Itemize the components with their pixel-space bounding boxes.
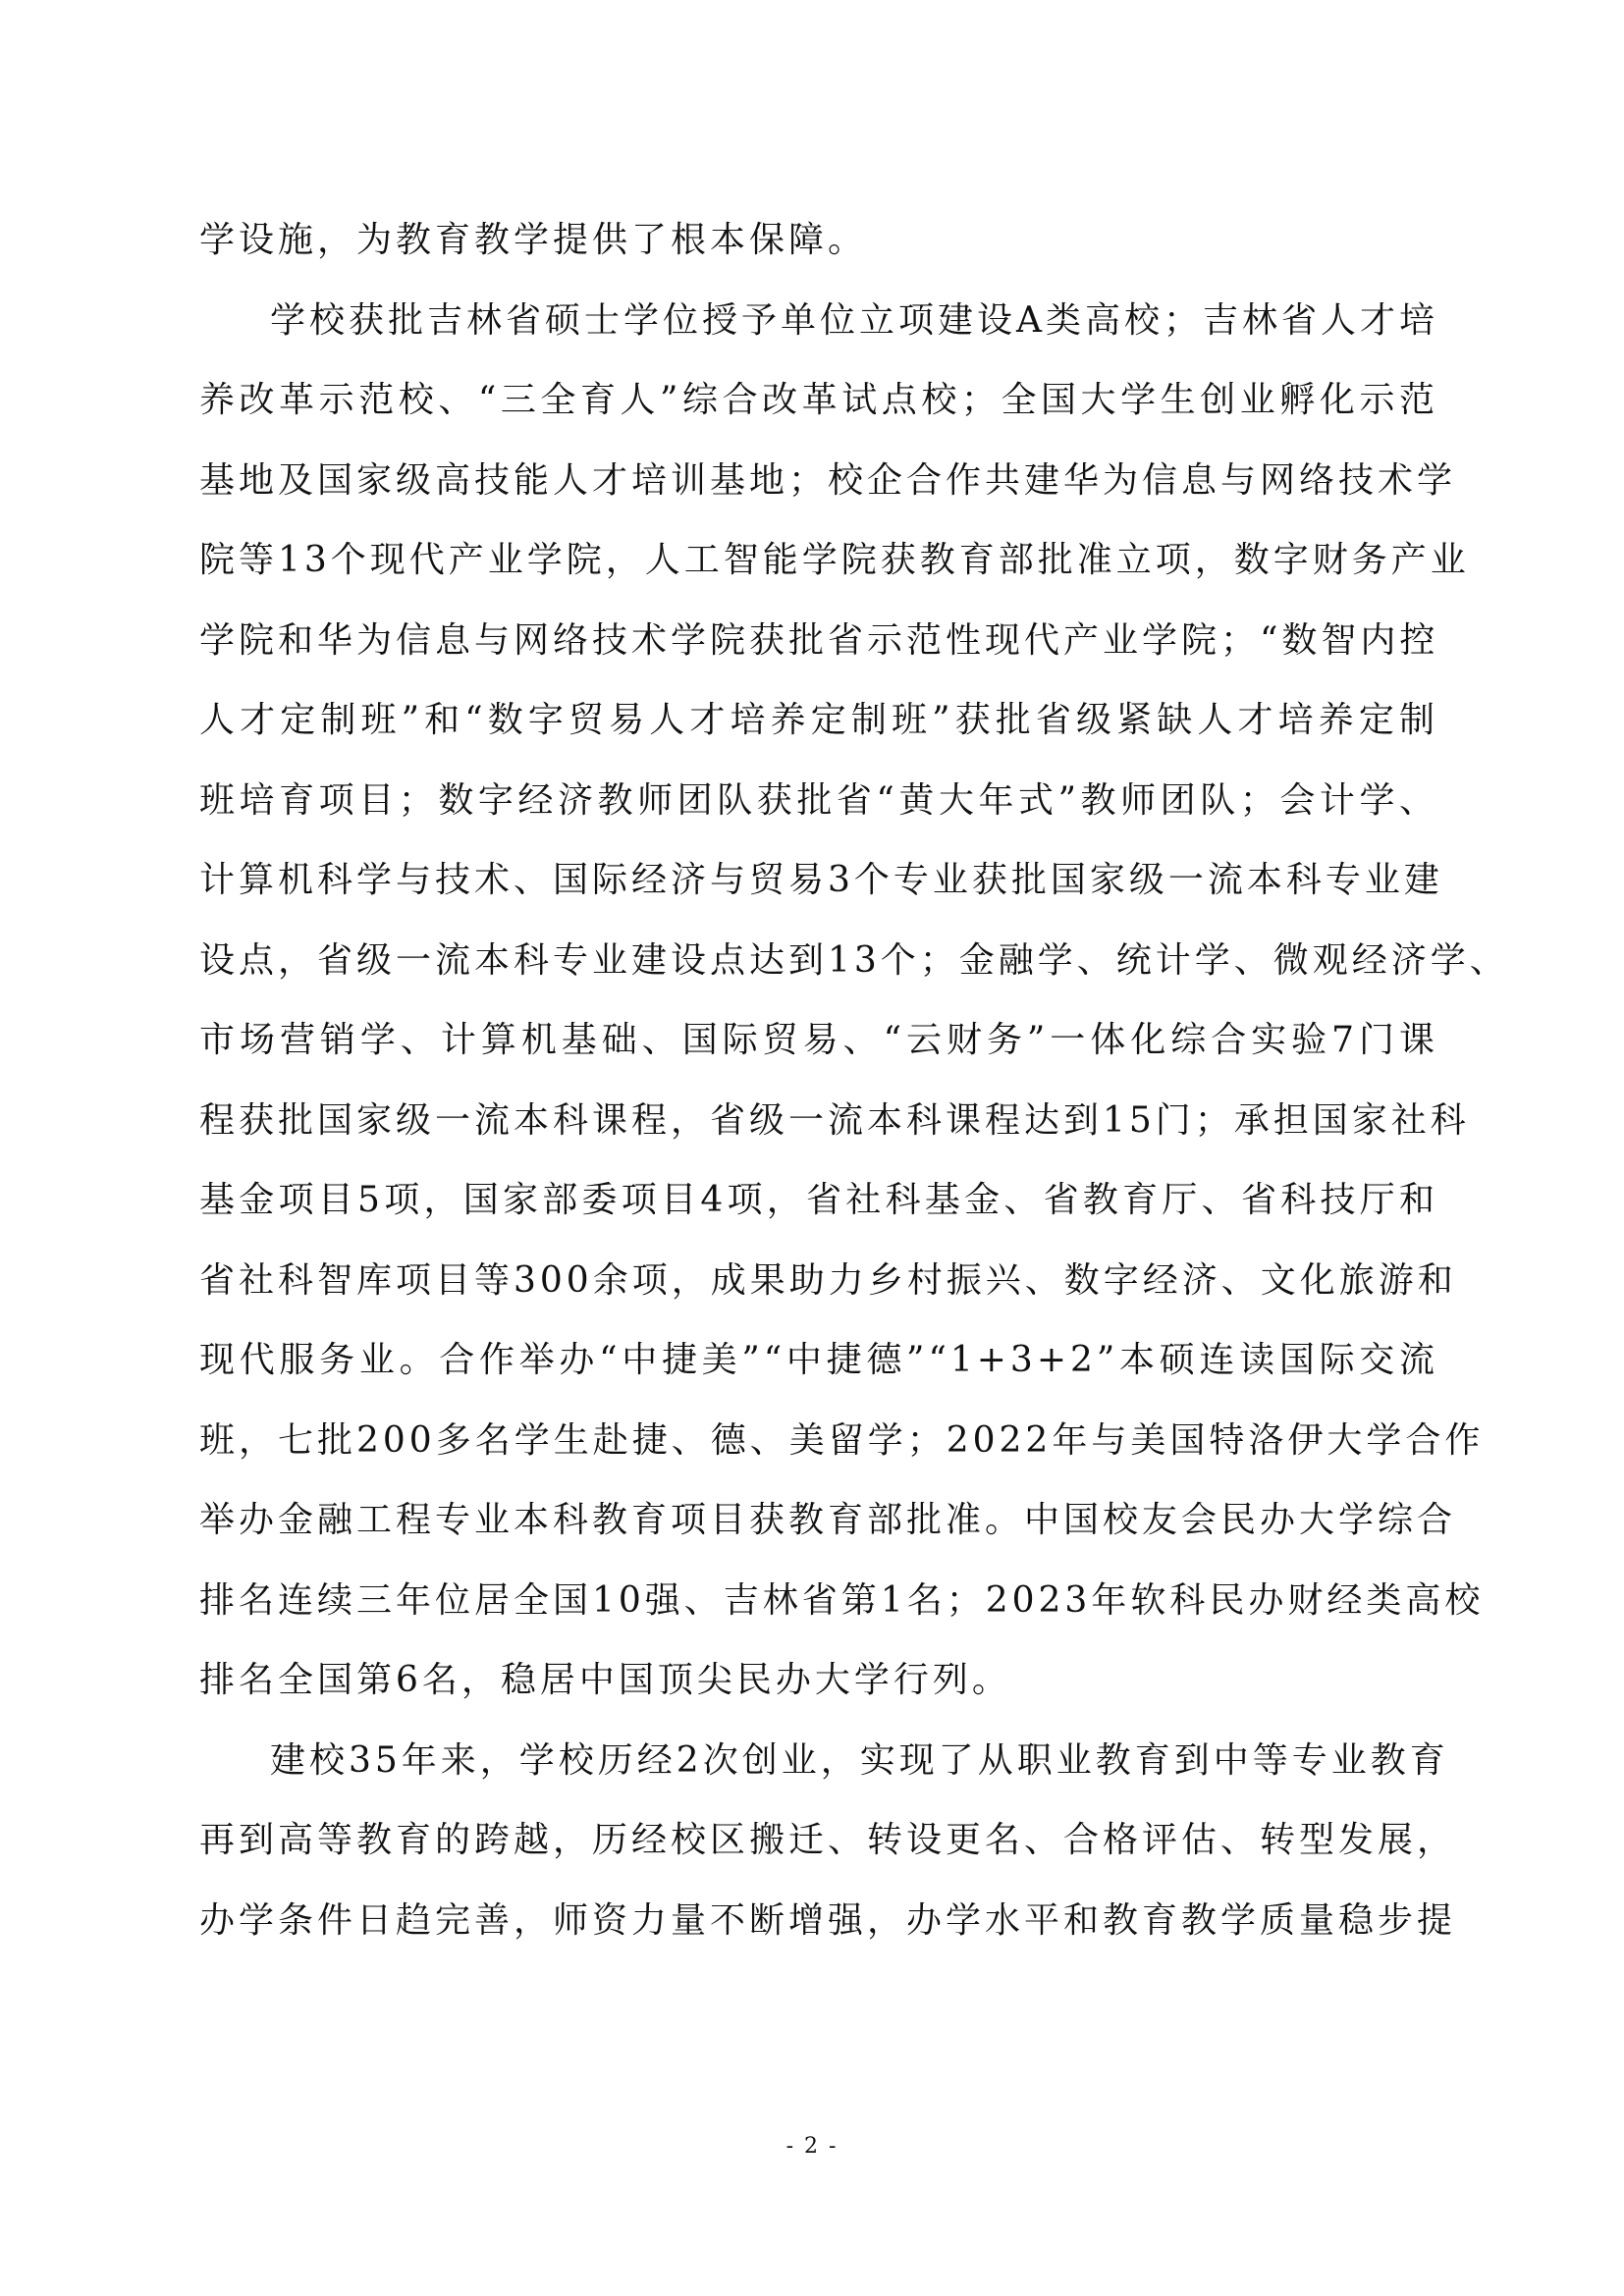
text-line: 班，七批200多名学生赴捷、德、美留学；2022年与美国特洛伊大学合作 <box>199 1419 1485 1461</box>
text-line: 基地及国家级高技能人才培训基地；校企合作共建华为信息与网络技术学 <box>199 459 1457 501</box>
text-line: 班培育项目；数字经济教师团队获批省“黄大年式”教师团队；会计学、 <box>199 779 1438 821</box>
text-line: 院等13个现代产业学院，人工智能学院获教育部批准立项，数字财务产业 <box>199 540 1470 580</box>
text-line: 排名连续三年位居全国10强、吉林省第1名；2023年软科民办财经类高校 <box>199 1579 1485 1621</box>
text-line: 学校获批吉林省硕士学位授予单位立项建设A类高校；吉林省人才培 <box>270 299 1438 341</box>
text-line: 建校35年来，学校历经2次创业，实现了从职业教育到中等专业教育 <box>270 1739 1449 1781</box>
text-line: 举办金融工程专业本科教育项目获教育部批准。中国校友会民办大学综合 <box>199 1500 1457 1540</box>
text-line: 程获批国家级一流本科课程，省级一流本科课程达到15门；承担国家社科 <box>199 1099 1470 1141</box>
text-line: 市场营销学、计算机基础、国际贸易、“云财务”一体化综合实验7门课 <box>199 1020 1438 1060</box>
text-line: 现代服务业。合作举办“中捷美”“中捷德”“1+3+2”本硕连读国际交流 <box>199 1340 1438 1380</box>
text-line: 计算机科学与技术、国际经济与贸易3个专业获批国家级一流本科专业建 <box>199 860 1443 900</box>
text-line: 设点，省级一流本科专业建设点达到13个；金融学、统计学、微观经济学、 <box>199 939 1509 981</box>
text-line: 学设施，为教育教学提供了根本保障。 <box>199 220 868 260</box>
text-line: 排名全国第6名，稳居中国顶尖民办大学行列。 <box>199 1660 1011 1700</box>
text-line: 学院和华为信息与网络技术学院获批省示范性现代产业学院；“数智内控 <box>199 619 1439 661</box>
text-line: 养改革示范校、“三全育人”综合改革试点校；全国大学生创业孵化示范 <box>199 380 1438 420</box>
text-line: 省社科智库项目等300余项，成果助力乡村振兴、数字经济、文化旅游和 <box>199 1259 1457 1301</box>
text-line: 人才定制班”和“数字贸易人才培养定制班”获批省级紧缺人才培养定制 <box>199 700 1438 740</box>
text-line: 基金项目5项，国家部委项目4项，省社科基金、省教育厅、省科技厅和 <box>199 1180 1438 1220</box>
page-number: - 2 - <box>785 2134 839 2159</box>
text-line: 再到高等教育的跨越，历经校区搬迁、转设更名、合格评估、转型发展， <box>199 1820 1457 1860</box>
body-text <box>199 200 1509 1960</box>
text-line: 办学条件日趋完善，师资力量不断增强，办学水平和教育教学质量稳步提 <box>199 1899 1457 1941</box>
